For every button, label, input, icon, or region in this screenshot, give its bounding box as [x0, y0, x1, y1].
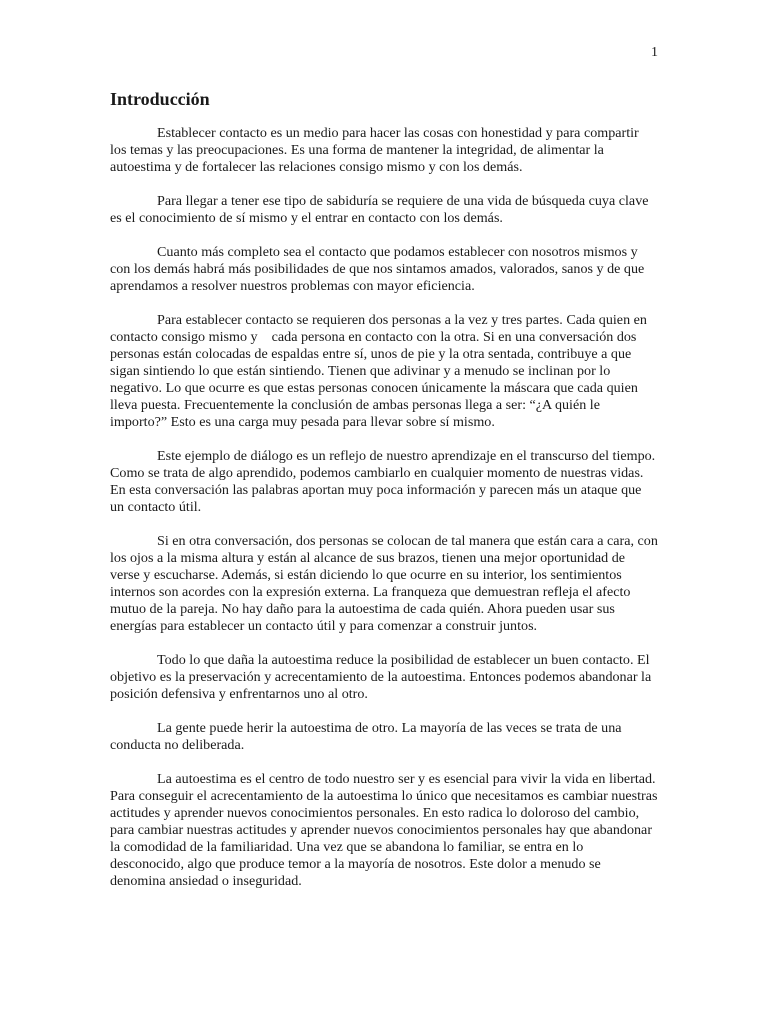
- paragraph-1: Establecer contacto es un medio para hacer las cosas con honestidad y para compartir los temas y las preocupaciones. Es una forma de mantener la integridad, de alimentar la autoestima y de fortalecer las relaciones consigo mismo y con los demás.: [110, 125, 639, 175]
- paragraph-5: Este ejemplo de diálogo es un reflejo de nuestro aprendizaje en el transcurso del tiempo. Como se trata de algo aprendido, podemos cambiarlo en cualquier momento de nuestras vidas. En esta conversación las palabras aportan muy poca información y parecen más un ataque que un contacto útil.: [110, 448, 656, 515]
- paragraph-9: La autoestima es el centro de todo nuestro ser y es esencial para vivir la vida en libertad. Para conseguir el acrecentamiento de la autoestima lo único que necesitamos es cambiar nuestras actitudes y aprender nuevos conocimientos personales. En esto radica lo doloroso del cambio, para cambiar nuestras actitudes y aprender nuevos conocimientos personales hay que abandonar la comodidad de la familiaridad. Una vez que se abandona lo familiar, se entra en lo desconocido, algo que produce temor a la mayoría de nosotros. Este dolor a menudo se denomina ansiedad o inseguridad.: [110, 771, 658, 889]
- paragraph-7: Todo lo que daña la autoestima reduce la posibilidad de establecer un buen contacto. El objetivo es la preservación y acrecentamiento de la autoestima. Entonces podemos abandonar la posición defensiva y enfrentarnos uno al otro.: [110, 652, 652, 702]
- paragraph-6: Si en otra conversación, dos personas se colocan de tal manera que están cara a cara, con los ojos a la misma altura y están al alcance de sus brazos, tienen una mejor oportunidad de verse y escucharse. Además, si están diciendo lo que ocurre en su interior, los sentimientos internos son acordes con la expresión externa. La franqueza que demuestran refleja el afecto mutuo de la pareja. No hay daño para la autoestima de cada quién. Ahora pueden usar sus energías para establecer un contacto útil y para comenzar a construir juntos.: [110, 533, 658, 634]
- section-heading: Introducción: [110, 89, 210, 109]
- paragraph-2: Para llegar a tener ese tipo de sabiduría se requiere de una vida de búsqueda cuya clave es el conocimiento de sí mismo y el entrar en contacto con los demás.: [110, 193, 649, 226]
- page-number: 1: [651, 45, 658, 60]
- paragraph-4: Para establecer contacto se requieren dos personas a la vez y tres partes. Cada quien en contacto consigo mismo y cada persona en contacto con la otra. Si en una conversación dos personas están colocadas de espaldas entre sí, unos de pie y la otra sentada, contribuye a que sigan sintiendo lo que están sintiendo. Tienen que adivinar y a menudo se inclinan por lo negativo. Lo que ocurre es que estas personas conocen únicamente la máscara que cada quien lleva puesta. Frecuentemente la conclusión de ambas personas llega a ser: “¿A quién le importo?” Esto es una carga muy pesada para llevar sobre sí mismo.: [110, 312, 651, 430]
- paragraph-3: Cuanto más completo sea el contacto que podamos establecer con nosotros mismos y con los demás habrá más posibilidades de que nos sintamos amados, valorados, sanos y de que aprendamos a resolver nuestros problemas con mayor eficiencia.: [110, 244, 645, 294]
- paragraph-8: La gente puede herir la autoestima de otro. La mayoría de las veces se trata de una conducta no deliberada.: [110, 720, 622, 753]
- body-text: [110, 125, 658, 907]
